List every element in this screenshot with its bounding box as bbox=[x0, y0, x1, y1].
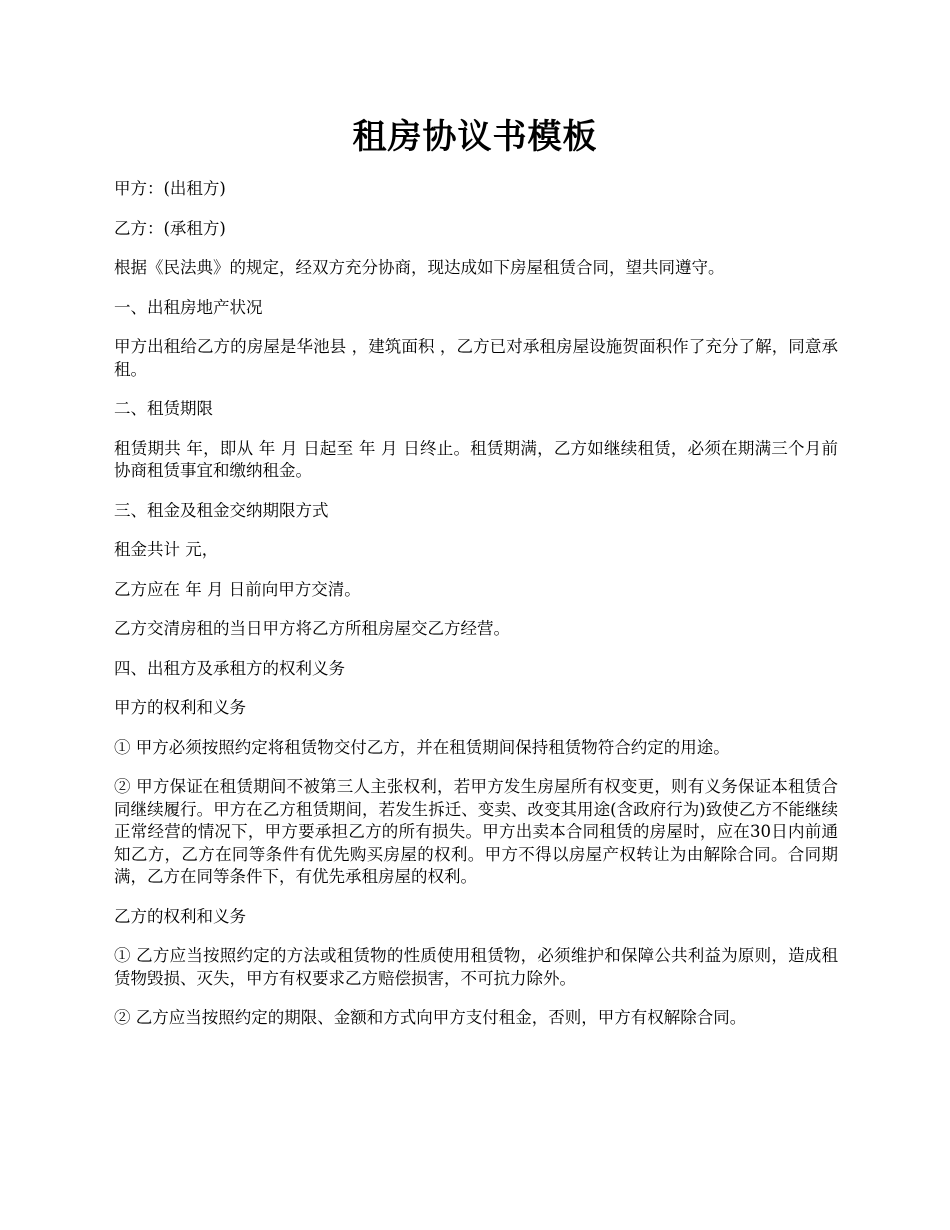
handover-line: 乙方交清房租的当日甲方将乙方所租房屋交乙方经营。 bbox=[114, 619, 510, 638]
rent-total-line: 租金共计 元， bbox=[114, 540, 219, 559]
preamble-paragraph: 根据《民法典》的规定，经双方充分协商，现达成如下房屋租赁合同，望共同遵守。 bbox=[114, 258, 725, 277]
party-b-clause-1: ① 乙方应当按照约定的方法或租赁物的性质使用租赁物，必须维护和保障公共利益为原则，造成租赁物毁损、灭失，甲方有权要求乙方赔偿损害，不可抗力除外。 bbox=[114, 946, 838, 988]
party-a-line: 甲方：(出租方) bbox=[114, 179, 226, 198]
document-title: 租房协议书模板 bbox=[352, 117, 598, 157]
rent-due-line: 乙方应在 年 月 日前向甲方交清。 bbox=[114, 579, 361, 599]
section-heading-1: 一、出租房地产状况 bbox=[114, 297, 263, 317]
lease-term-paragraph: 租赁期共 年，即从 年 月 日起至 年 月 日终止。租赁期满，乙方如继续租赁，必须在期满三个月前协商租赁事宜和缴纳租金。 bbox=[114, 438, 838, 480]
document-body bbox=[114, 178, 838, 1047]
party-b-clause-2: ② 乙方应当按照约定的期限、金额和方式向甲方支付租金，否则，甲方有权解除合同。 bbox=[114, 1008, 747, 1027]
section-heading-3: 三、租金及租金交纳期限方式 bbox=[114, 500, 329, 520]
party-b-line: 乙方：(承租方) bbox=[114, 218, 226, 238]
party-a-clause-1: ① 甲方必须按照约定将租赁物交付乙方，并在租赁期间保持租赁物符合约定的用途。 bbox=[114, 737, 730, 757]
party-b-rights-heading: 乙方的权利和义务 bbox=[114, 906, 246, 926]
party-a-clause-2: ② 甲方保证在租赁期间不被第三人主张权利，若甲方发生房屋所有权变更，则有义务保证本租赁合同继续履行。甲方在乙方租赁期间，若发生拆迁、变卖、改变其用途(含政府行为)致使乙方不能继续正常经营的情况下，甲方要承担乙方的所有损失。甲方出卖本合同租赁的房屋时，应在30日内前通知乙方，乙方在同等条件有优先购买房屋的权利。甲方不得以房屋产权转让为由解除合同。合同期满，乙方在同等条件下，有优先承租房屋的权利。 bbox=[114, 777, 838, 886]
section-heading-2: 二、租赁期限 bbox=[114, 399, 213, 418]
property-paragraph: 甲方出租给乙方的房屋是华池县 ，建筑面积 ，乙方已对承租房屋设施贺面积作了充分了解，同意承租。 bbox=[114, 337, 838, 379]
party-a-rights-heading: 甲方的权利和义务 bbox=[114, 698, 246, 717]
section-heading-4: 四、出租方及承租方的权利义务 bbox=[114, 658, 345, 678]
